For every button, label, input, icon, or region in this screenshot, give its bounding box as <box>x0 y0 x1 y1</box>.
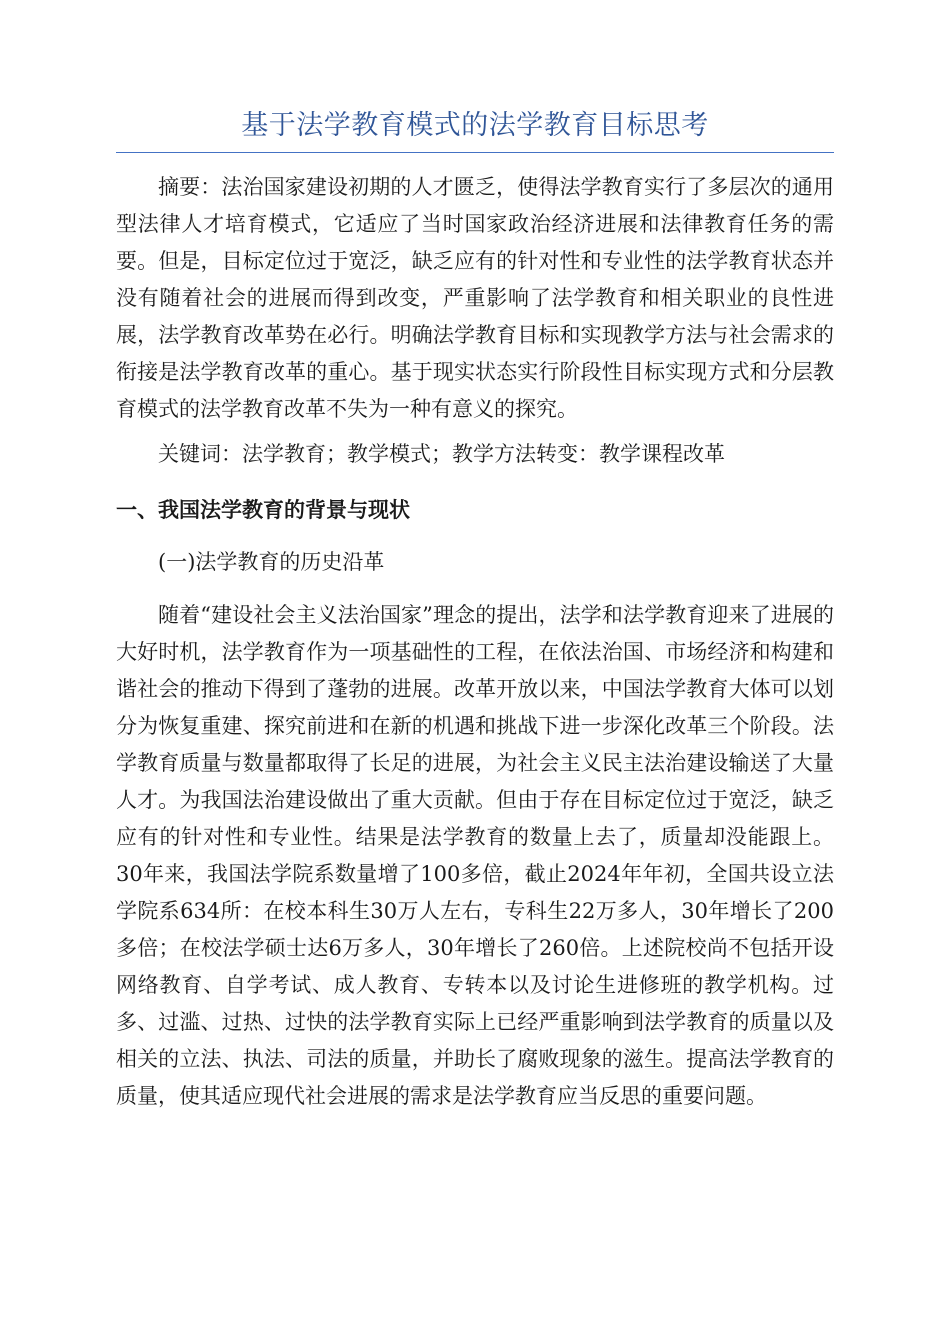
title-underline-divider <box>116 152 834 153</box>
document-page <box>116 108 834 1115</box>
keywords-line: 关键词：法学教育；教学模式；教学方法转变：教学课程改革 <box>158 442 725 466</box>
document-title: 基于法学教育模式的法学教育目标思考 <box>241 110 709 141</box>
subsection-heading-1: (一)法学教育的历史沿革 <box>158 550 385 574</box>
body-paragraph-1: 随着“建设社会主义法治国家”理念的提出，法学和法学教育迎来了进展的大好时机，法学教育作为一项基础性的工程，在依法治国、市场经济和构建和谐社会的推动下得到了蓬勃的进展。改革开放以来，中国法学教育大体可以划分为恢复重建、探究前进和在新的机遇和挑战下进一步深化改革三个阶段。法学教育质量与数量都取得了长足的进展，为社会主义民主法治建设输送了大量人才。为我国法治建设做出了重大贡献。但由于存在目标定位过于宽泛，缺乏应有的针对性和专业性。结果是法学教育的数量上去了，质量却没能跟上。30年来，我国法学院系数量增了100多倍，截止2024年年初，全国共设立法学院系634所：在校本科生30万人左右，专科生22万多人，30年增长了200多倍；在校法学硕士达6万多人，30年增长了260倍。上述院校尚不包括开设网络教育、自学考试、成人教育、专转本以及讨论生进修班的教学机构。过多、过滥、过热、过快的法学教育实际上已经严重影响到法学教育的质量以及相关的立法、执法、司法的质量，并助长了腐败现象的滋生。提高法学教育的质量，使其适应现代社会进展的需求是法学教育应当反思的重要问题。 <box>116 603 834 1108</box>
abstract-paragraph: 摘要：法治国家建设初期的人才匮乏，使得法学教育实行了多层次的通用型法律人才培育模式，它适应了当时国家政治经济进展和法律教育任务的需要。但是，目标定位过于宽泛，缺乏应有的针对性和专业性的法学教育状态并没有随着社会的进展而得到改变，严重影响了法学教育和相关职业的良性进展，法学教育改革势在必行。明确法学教育目标和实现教学方法与社会需求的衔接是法学教育改革的重心。基于现实状态实行阶段性目标实现方式和分层教育模式的法学教育改革不失为一种有意义的探究。 <box>116 175 834 421</box>
section-heading-1: 一、我国法学教育的背景与现状 <box>116 497 410 522</box>
